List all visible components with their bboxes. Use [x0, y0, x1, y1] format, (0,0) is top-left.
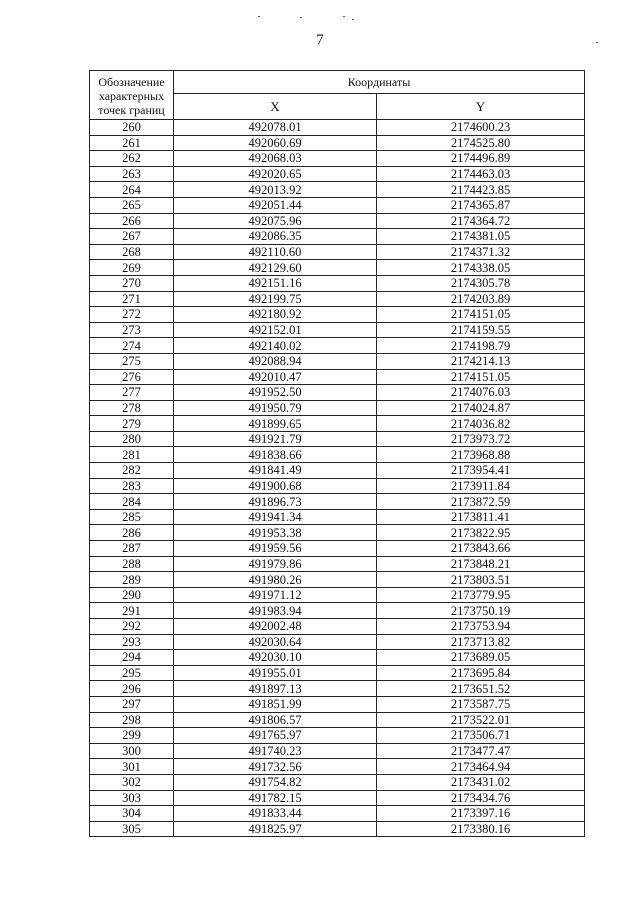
table-row — [90, 494, 585, 510]
x-coordinate-cell: 492020.65 — [174, 166, 377, 182]
point-designation-line3: точек границ — [98, 103, 165, 117]
y-coordinate-cell: 2173587.75 — [377, 696, 585, 712]
table-body — [90, 120, 585, 837]
point-number-cell: 271 — [90, 291, 174, 307]
point-number-cell: 298 — [90, 712, 174, 728]
y-coordinate-cell: 2174024.87 — [377, 400, 585, 416]
y-coordinate-cell: 2174381.05 — [377, 229, 585, 245]
point-number-cell: 262 — [90, 151, 174, 167]
table-row — [90, 244, 585, 260]
boundary-points-coordinates-table — [89, 70, 585, 837]
point-number-cell: 263 — [90, 166, 174, 182]
point-number-cell: 296 — [90, 681, 174, 697]
y-coordinate-cell: 2173695.84 — [377, 665, 585, 681]
table-row — [90, 665, 585, 681]
point-number-cell: 275 — [90, 353, 174, 369]
x-coordinate-cell: 491896.73 — [174, 494, 377, 510]
point-number-cell: 281 — [90, 447, 174, 463]
point-number-cell: 300 — [90, 743, 174, 759]
x-coordinate-cell: 491754.82 — [174, 774, 377, 790]
x-coordinate-cell: 492088.94 — [174, 353, 377, 369]
y-coordinate-cell: 2174076.03 — [377, 385, 585, 401]
point-number-cell: 303 — [90, 790, 174, 806]
table-row — [90, 712, 585, 728]
y-coordinate-cell: 2174036.82 — [377, 416, 585, 432]
point-number-cell: 293 — [90, 634, 174, 650]
x-coordinate-cell: 492140.02 — [174, 338, 377, 354]
table-row — [90, 790, 585, 806]
table-row — [90, 619, 585, 635]
y-coordinate-cell: 2174371.32 — [377, 244, 585, 260]
x-coordinate-cell: 492075.96 — [174, 213, 377, 229]
y-coordinate-cell: 2174496.89 — [377, 151, 585, 167]
y-coordinate-cell: 2173750.19 — [377, 603, 585, 619]
table-row — [90, 572, 585, 588]
x-coordinate-cell: 492060.69 — [174, 135, 377, 151]
point-number-cell: 265 — [90, 197, 174, 213]
x-coordinate-cell: 491900.68 — [174, 478, 377, 494]
point-number-cell: 268 — [90, 244, 174, 260]
x-coordinate-cell: 491979.86 — [174, 556, 377, 572]
point-number-cell: 302 — [90, 774, 174, 790]
x-coordinate-cell: 491732.56 — [174, 759, 377, 775]
x-coordinate-cell: 491971.12 — [174, 587, 377, 603]
point-number-cell: 287 — [90, 541, 174, 557]
table-row — [90, 525, 585, 541]
y-coordinate-cell: 2174214.13 — [377, 353, 585, 369]
x-coordinate-cell: 491833.44 — [174, 806, 377, 822]
table-row — [90, 587, 585, 603]
point-number-cell: 273 — [90, 322, 174, 338]
y-coordinate-cell: 2173522.01 — [377, 712, 585, 728]
table-row — [90, 197, 585, 213]
y-coordinate-cell: 2174423.85 — [377, 182, 585, 198]
table-row — [90, 166, 585, 182]
point-number-cell: 270 — [90, 275, 174, 291]
table-row — [90, 385, 585, 401]
point-designation-line1: Обозначение — [98, 75, 165, 89]
table-row — [90, 275, 585, 291]
x-coordinate-cell: 491959.56 — [174, 541, 377, 557]
y-coordinate-cell: 2173843.66 — [377, 541, 585, 557]
table-row — [90, 416, 585, 432]
y-coordinate-cell: 2173397.16 — [377, 806, 585, 822]
table-row — [90, 509, 585, 525]
table-row — [90, 774, 585, 790]
point-number-cell: 274 — [90, 338, 174, 354]
table-row — [90, 307, 585, 323]
x-coordinate-cell: 491955.01 — [174, 665, 377, 681]
table-row — [90, 541, 585, 557]
table-row — [90, 696, 585, 712]
x-coordinate-cell: 492030.64 — [174, 634, 377, 650]
point-number-cell: 297 — [90, 696, 174, 712]
point-number-cell: 283 — [90, 478, 174, 494]
point-number-cell: 279 — [90, 416, 174, 432]
table-row — [90, 743, 585, 759]
x-coordinate-cell: 492151.16 — [174, 275, 377, 291]
table-row — [90, 681, 585, 697]
x-coordinate-cell: 492129.60 — [174, 260, 377, 276]
y-coordinate-cell: 2174203.89 — [377, 291, 585, 307]
point-number-cell: 269 — [90, 260, 174, 276]
x-coordinate-cell: 491921.79 — [174, 431, 377, 447]
table-row — [90, 135, 585, 151]
point-number-cell: 278 — [90, 400, 174, 416]
y-coordinate-cell: 2173464.94 — [377, 759, 585, 775]
y-coordinate-cell: 2173968.88 — [377, 447, 585, 463]
x-coordinate-cell: 492030.10 — [174, 650, 377, 666]
x-coordinate-cell: 491952.50 — [174, 385, 377, 401]
x-coordinate-cell: 491838.66 — [174, 447, 377, 463]
y-coordinate-cell: 2173872.59 — [377, 494, 585, 510]
point-number-cell: 301 — [90, 759, 174, 775]
point-number-cell: 267 — [90, 229, 174, 245]
x-coordinate-cell: 491765.97 — [174, 728, 377, 744]
table-row — [90, 650, 585, 666]
table-row — [90, 431, 585, 447]
table-row — [90, 229, 585, 245]
table-row — [90, 603, 585, 619]
point-number-cell: 277 — [90, 385, 174, 401]
x-coordinate-cell: 491983.94 — [174, 603, 377, 619]
point-number-cell: 276 — [90, 369, 174, 385]
point-number-cell: 272 — [90, 307, 174, 323]
x-coordinate-cell: 491782.15 — [174, 790, 377, 806]
x-coordinate-cell: 492010.47 — [174, 369, 377, 385]
x-coordinate-cell: 491897.13 — [174, 681, 377, 697]
x-coordinate-cell: 492002.48 — [174, 619, 377, 635]
table-row — [90, 447, 585, 463]
y-coordinate-cell: 2174151.05 — [377, 307, 585, 323]
point-number-cell: 291 — [90, 603, 174, 619]
y-coordinate-cell: 2173822.95 — [377, 525, 585, 541]
table-row — [90, 821, 585, 837]
y-coordinate-cell: 2174338.05 — [377, 260, 585, 276]
table-row — [90, 556, 585, 572]
y-coordinate-cell: 2173431.02 — [377, 774, 585, 790]
y-coordinate-cell: 2173753.94 — [377, 619, 585, 635]
y-coordinate-cell: 2173954.41 — [377, 463, 585, 479]
point-number-cell: 280 — [90, 431, 174, 447]
x-coordinate-cell: 492086.35 — [174, 229, 377, 245]
y-coordinate-cell: 2173651.52 — [377, 681, 585, 697]
y-coordinate-cell: 2173779.95 — [377, 587, 585, 603]
table-row — [90, 759, 585, 775]
table-row — [90, 463, 585, 479]
y-coordinate-cell: 2174600.23 — [377, 120, 585, 136]
y-coordinate-cell: 2173803.51 — [377, 572, 585, 588]
y-coordinate-cell: 2173689.05 — [377, 650, 585, 666]
scan-speck — [352, 19, 354, 20]
table-row — [90, 728, 585, 744]
point-designation-header — [90, 71, 174, 120]
table-row — [90, 260, 585, 276]
page-number: 7 — [316, 32, 324, 48]
x-coordinate-cell: 492068.03 — [174, 151, 377, 167]
x-coordinate-cell: 491806.57 — [174, 712, 377, 728]
point-designation-line2: характерных — [98, 89, 165, 103]
point-number-cell: 290 — [90, 587, 174, 603]
point-number-cell: 264 — [90, 182, 174, 198]
y-coordinate-cell: 2174151.05 — [377, 369, 585, 385]
y-coordinate-cell: 2173380.16 — [377, 821, 585, 837]
point-number-cell: 305 — [90, 821, 174, 837]
scan-speck — [343, 16, 345, 17]
y-coordinate-cell: 2173848.21 — [377, 556, 585, 572]
x-coordinate-cell: 491950.79 — [174, 400, 377, 416]
table-row — [90, 478, 585, 494]
table-row — [90, 291, 585, 307]
y-coordinate-cell: 2174365.87 — [377, 197, 585, 213]
x-coordinate-cell: 491740.23 — [174, 743, 377, 759]
x-coordinate-cell: 491851.99 — [174, 696, 377, 712]
coordinates-header: Координаты — [174, 71, 585, 94]
table-row — [90, 806, 585, 822]
y-coordinate-cell: 2173477.47 — [377, 743, 585, 759]
y-coordinate-cell: 2174305.78 — [377, 275, 585, 291]
y-coordinate-cell: 2174525.80 — [377, 135, 585, 151]
y-coordinate-cell: 2173911.84 — [377, 478, 585, 494]
x-coordinate-cell: 492013.92 — [174, 182, 377, 198]
x-coordinate-cell: 491941.34 — [174, 509, 377, 525]
x-coordinate-cell: 492199.75 — [174, 291, 377, 307]
table-row — [90, 353, 585, 369]
point-number-cell: 285 — [90, 509, 174, 525]
y-coordinate-cell: 2173506.71 — [377, 728, 585, 744]
y-coordinate-cell: 2173713.82 — [377, 634, 585, 650]
x-coordinate-cell: 491825.97 — [174, 821, 377, 837]
point-number-cell: 292 — [90, 619, 174, 635]
point-number-cell: 295 — [90, 665, 174, 681]
table-row — [90, 213, 585, 229]
table-row — [90, 369, 585, 385]
point-number-cell: 260 — [90, 120, 174, 136]
x-coordinate-cell: 491953.38 — [174, 525, 377, 541]
table-row — [90, 120, 585, 136]
table-header — [90, 71, 585, 120]
y-coordinate-cell: 2173973.72 — [377, 431, 585, 447]
point-number-cell: 266 — [90, 213, 174, 229]
y-coordinate-cell: 2173434.76 — [377, 790, 585, 806]
point-number-cell: 286 — [90, 525, 174, 541]
point-number-cell: 289 — [90, 572, 174, 588]
x-coordinate-cell: 492152.01 — [174, 322, 377, 338]
scan-speck — [258, 16, 260, 17]
y-coordinate-cell: 2173811.41 — [377, 509, 585, 525]
x-coordinate-cell: 492110.60 — [174, 244, 377, 260]
y-coordinate-cell: 2174364.72 — [377, 213, 585, 229]
table-row — [90, 338, 585, 354]
point-number-cell: 299 — [90, 728, 174, 744]
table-row — [90, 322, 585, 338]
x-coordinate-cell: 492078.01 — [174, 120, 377, 136]
table-row — [90, 400, 585, 416]
x-coordinate-cell: 492051.44 — [174, 197, 377, 213]
x-coordinate-cell: 492180.92 — [174, 307, 377, 323]
y-coordinate-cell: 2174159.55 — [377, 322, 585, 338]
scan-speck — [300, 17, 302, 18]
point-number-cell: 288 — [90, 556, 174, 572]
point-number-cell: 304 — [90, 806, 174, 822]
point-number-cell: 284 — [90, 494, 174, 510]
x-coordinate-cell: 491899.65 — [174, 416, 377, 432]
x-coordinate-cell: 491841.49 — [174, 463, 377, 479]
y-coordinate-cell: 2174463.03 — [377, 166, 585, 182]
point-number-cell: 261 — [90, 135, 174, 151]
table-row — [90, 151, 585, 167]
y-coordinate-cell: 2174198.79 — [377, 338, 585, 354]
point-number-cell: 282 — [90, 463, 174, 479]
point-number-cell: 294 — [90, 650, 174, 666]
table-row — [90, 634, 585, 650]
y-column-header: Y — [377, 94, 585, 120]
table-row — [90, 182, 585, 198]
x-coordinate-cell: 491980.26 — [174, 572, 377, 588]
x-column-header: X — [174, 94, 377, 120]
